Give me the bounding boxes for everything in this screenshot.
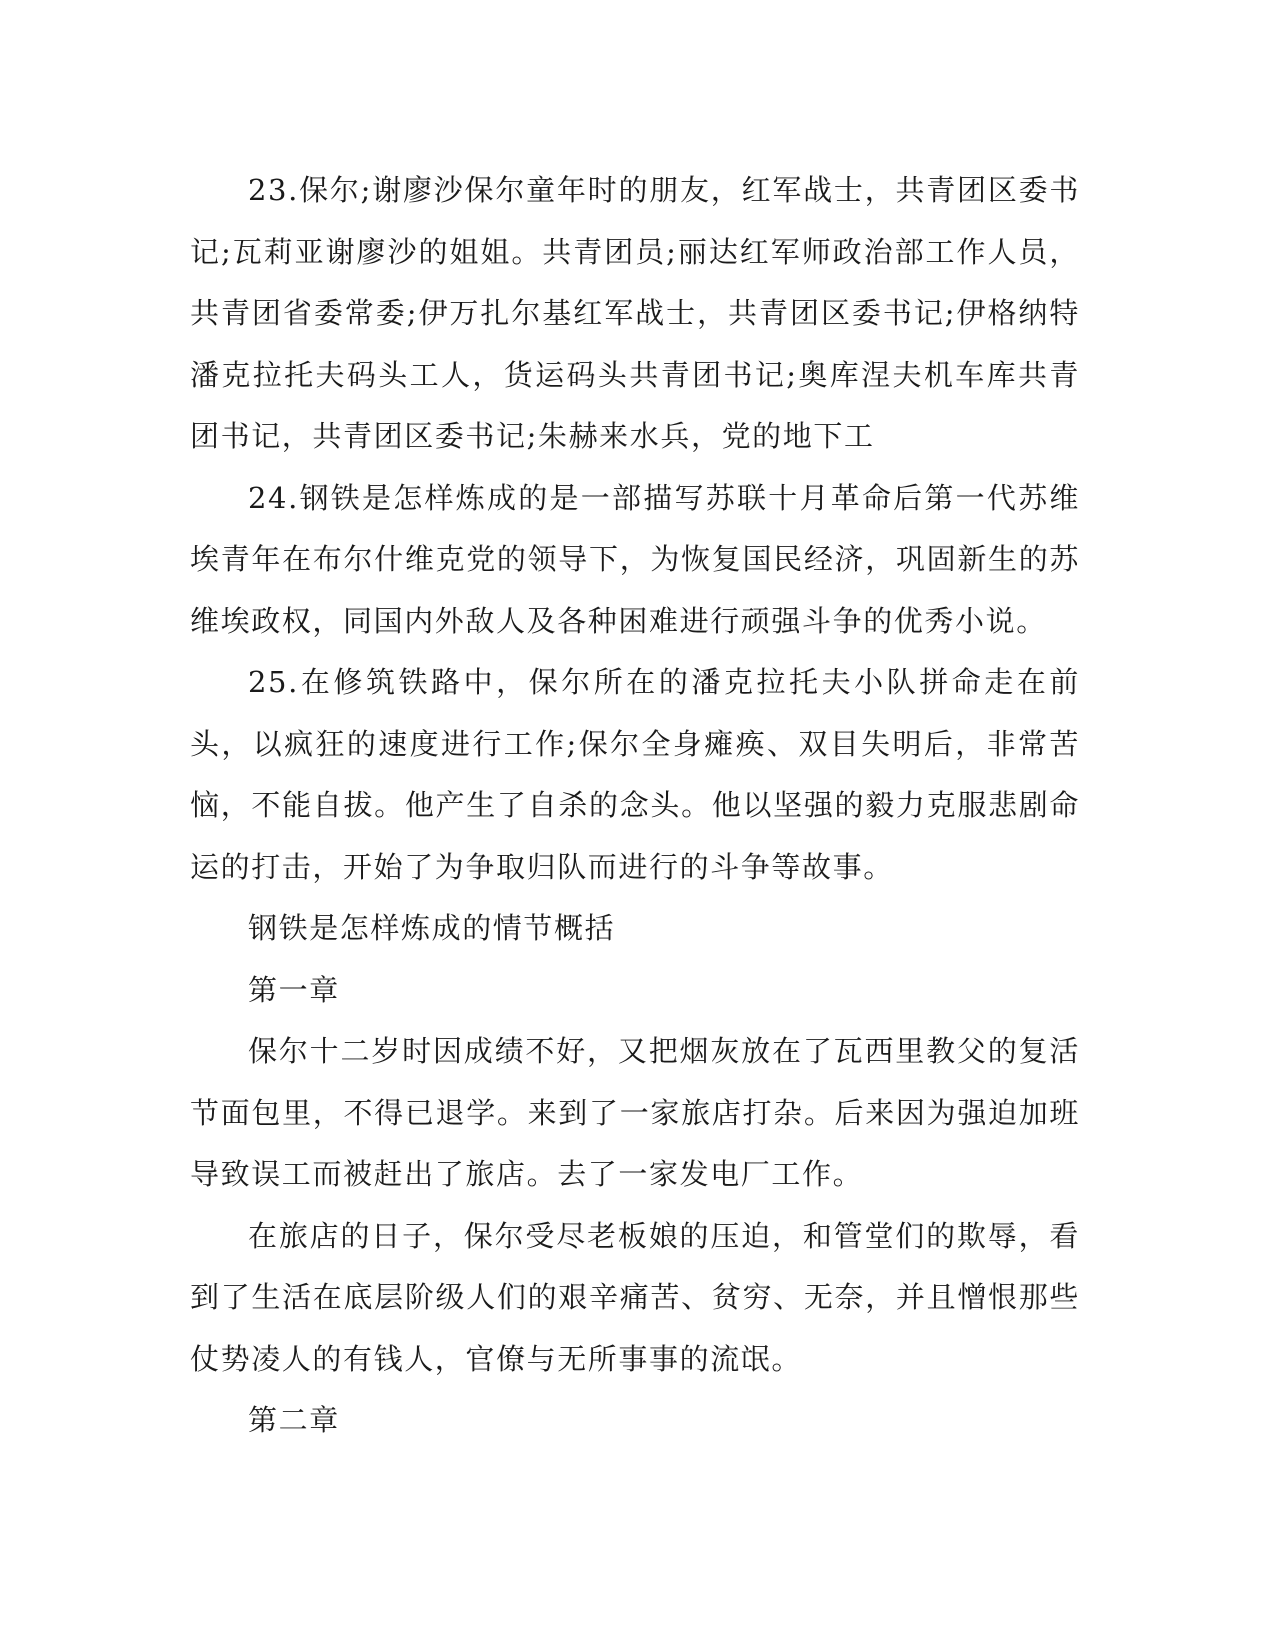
- document-body: [190, 160, 1080, 1452]
- chapter-1-paragraph-1: 保尔十二岁时因成绩不好，又把烟灰放在了瓦西里教父的复活节面包里，不得已退学。来到了一家旅店打杂。后来因为强迫加班导致误工而被赶出了旅店。去了一家发电厂工作。: [190, 1034, 1080, 1191]
- paragraph-item-25: 25.在修筑铁路中，保尔所在的潘克拉托夫小队拼命走在前头，以疯狂的速度进行工作;保尔全身瘫痪、双目失明后，非常苦恼，不能自拔。他产生了自杀的念头。他以坚强的毅力克服悲剧命运的打击，开始了为争取归队而进行的斗争等故事。: [190, 665, 1080, 884]
- chapter-heading-2: 第二章: [248, 1403, 340, 1437]
- section-heading: 钢铁是怎样炼成的情节概括: [248, 911, 616, 945]
- chapter-heading-1: 第一章: [248, 972, 340, 1007]
- paragraph-item-24: 24.钢铁是怎样炼成的是一部描写苏联十月革命后第一代苏维埃青年在布尔什维克党的领导下，为恢复国民经济，巩固新生的苏维埃政权，同国内外敌人及各种困难进行顽强斗争的优秀小说。: [190, 480, 1080, 638]
- paragraph-item-23: 23.保尔;谢廖沙保尔童年时的朋友，红军战士，共青团区委书记;瓦莉亚谢廖沙的姐姐。共青团员;丽达红军师政治部工作人员，共青团省委常委;伊万扎尔基红军战士，共青团区委书记;伊格纳特潘克拉托夫码头工人，货运码头共青团书记;奥库涅夫机车库共青团书记，共青团区委书记;朱赫来水兵，党的地下工: [190, 173, 1080, 453]
- chapter-1-paragraph-2: 在旅店的日子，保尔受尽老板娘的压迫，和管堂们的欺辱，看到了生活在底层阶级人们的艰辛痛苦、贫穷、无奈，并且憎恨那些仗势凌人的有钱人，官僚与无所事事的流氓。: [190, 1218, 1080, 1376]
